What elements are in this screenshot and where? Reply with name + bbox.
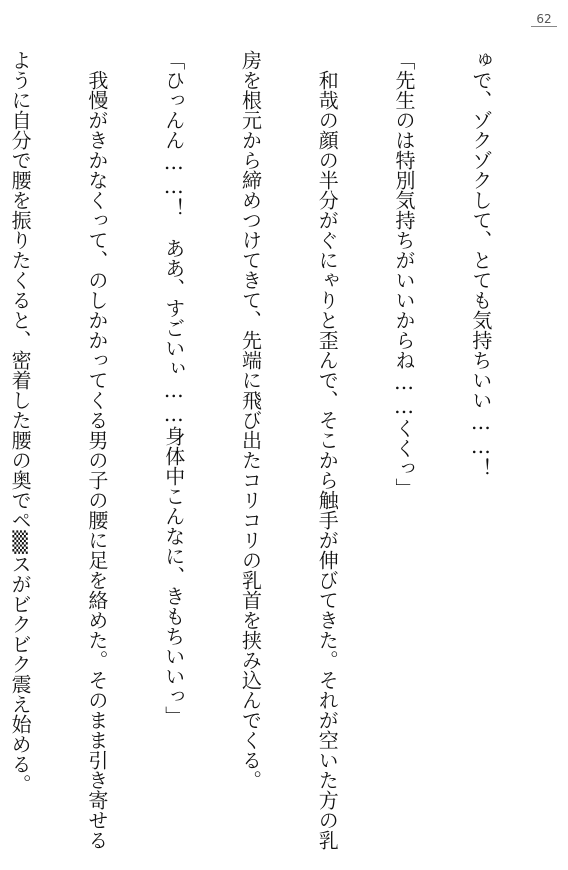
page-number: 62 — [531, 12, 557, 27]
vertical-text-body — [0, 50, 544, 850]
text-line: ゅで、ゾクゾクして、とても気持ちいい……！ — [468, 50, 493, 478]
text-line: 和哉の顔の半分がぐにゃりと歪んで、そこから触手が伸びてきた。それが空いた方の乳 — [315, 50, 340, 850]
text-line: 「ひっんん……！ ああ、すごいぃ……身体中こんなに、きもちいいっ」 — [161, 50, 186, 726]
text-line: ように自分で腰を振りたくると、密着した腰の奥でペ▒スがビクビク震え始める。 — [8, 50, 33, 794]
text-line: 房を根元から締めつけてきて、先端に飛び出たコリコリの乳首を挟み込んでくる。 — [238, 50, 263, 790]
text-line: 我慢がきかなくって、のしかかってくる男の子の腰に足を絡めた。そのまま引き寄せる — [84, 50, 109, 850]
text-line: 「先生のは特別気持ちがいいからね……くくっ」 — [392, 50, 417, 498]
